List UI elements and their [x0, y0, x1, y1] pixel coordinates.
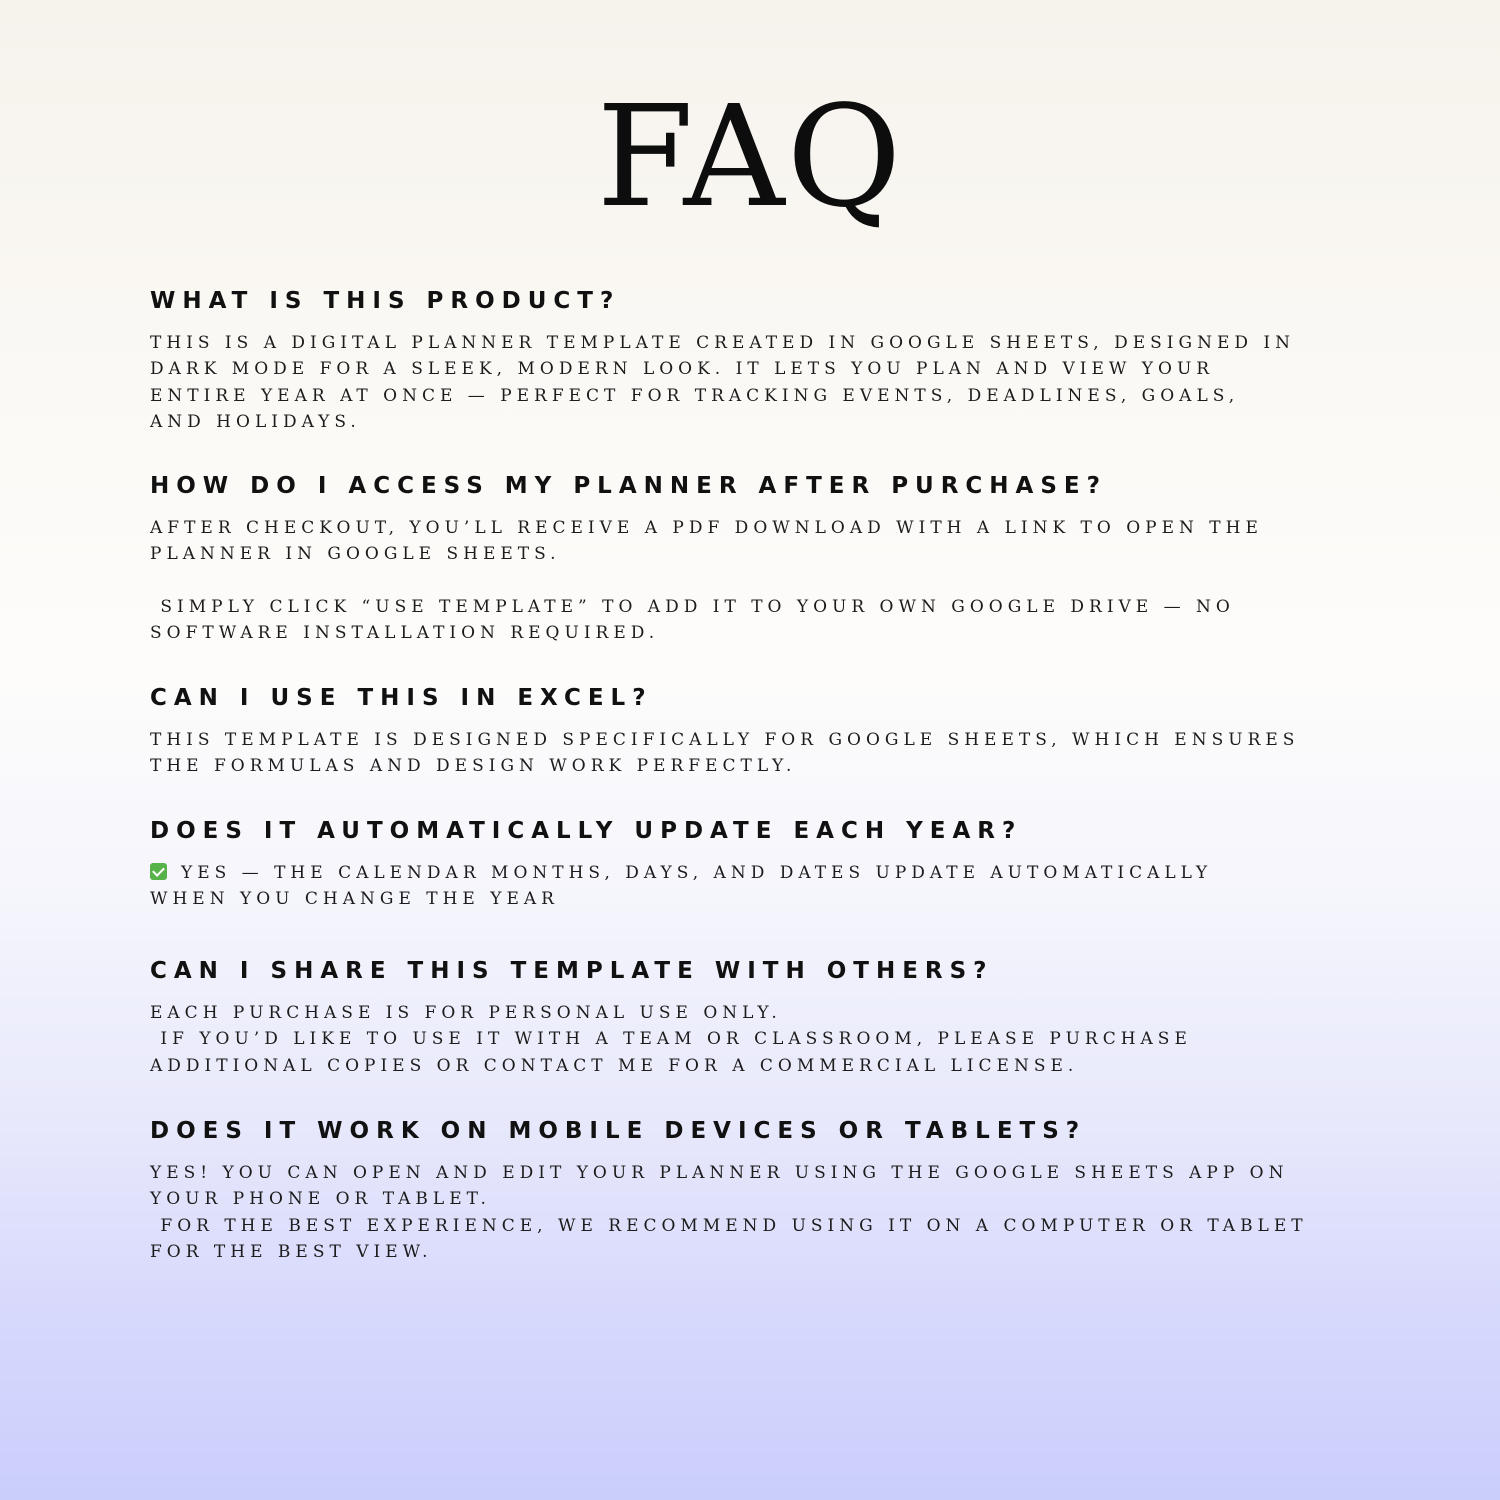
answer-line: DARK MODE FOR A SLEEK, MODERN LOOK. IT LETS YOU PLAN AND VIEW YOUR — [150, 359, 1215, 380]
faq-question: CAN I SHARE THIS TEMPLATE WITH OTHERS? — [150, 958, 994, 984]
faq-question: DOES IT AUTOMATICALLY UPDATE EACH YEAR? — [150, 818, 1023, 844]
faq-item-what-is-this-product — [150, 286, 1460, 435]
answer-line: EACH PURCHASE IS FOR PERSONAL USE ONLY. — [150, 1003, 782, 1023]
faq-answer — [150, 1000, 1460, 1079]
faq-item-excel — [150, 683, 1460, 780]
answer-line: FOR THE BEST EXPERIENCE, WE RECOMMEND USING IT ON A COMPUTER OR TABLET — [150, 1215, 1308, 1236]
faq-answer — [150, 1160, 1460, 1265]
answer-line: YES! YOU CAN OPEN AND EDIT YOUR PLANNER USING THE GOOGLE SHEETS APP ON — [150, 1163, 1289, 1183]
paragraph-gap — [150, 568, 1460, 594]
faq-question: CAN I USE THIS IN EXCEL? — [150, 685, 653, 711]
answer-line: ADDITIONAL COPIES OR CONTACT ME FOR A COMMERCIAL LICENSE. — [150, 1055, 1079, 1076]
answer-line: SOFTWARE INSTALLATION REQUIRED. — [150, 622, 660, 643]
faq-answer — [150, 330, 1460, 435]
faq-answer — [150, 515, 1460, 646]
answer-line: FOR THE BEST VIEW. — [150, 1241, 433, 1262]
answer-line: IF YOU’D LIKE TO USE IT WITH A TEAM OR CLASSROOM, PLEASE PURCHASE — [150, 1029, 1192, 1050]
faq-item-mobile — [150, 1116, 1460, 1265]
faq-item-auto-update — [150, 816, 1460, 913]
faq-answer — [150, 727, 1460, 780]
faq-question: HOW DO I ACCESS MY PLANNER AFTER PURCHASE? — [150, 473, 1107, 499]
answer-line: THIS TEMPLATE IS DESIGNED SPECIFICALLY FOR GOOGLE SHEETS, WHICH ENSURES — [150, 730, 1300, 750]
check-mark-icon — [150, 863, 167, 880]
answer-line: AND HOLIDAYS. — [150, 411, 361, 432]
faq-answer — [150, 860, 1460, 913]
answer-line: ENTIRE YEAR AT ONCE — PERFECT FOR TRACKING EVENTS, DEADLINES, GOALS, — [150, 385, 1240, 406]
answer-line — [150, 860, 1460, 886]
answer-line: PLANNER IN GOOGLE SHEETS. — [150, 544, 561, 565]
answer-line: SIMPLY CLICK “USE TEMPLATE” TO ADD IT TO YOUR OWN GOOGLE DRIVE — NO — [150, 596, 1235, 617]
answer-text: YES — THE CALENDAR MONTHS, DAYS, AND DATES UPDATE AUTOMATICALLY — [181, 863, 1213, 883]
answer-line: THIS IS A DIGITAL PLANNER TEMPLATE CREATED IN GOOGLE SHEETS, DESIGNED IN — [150, 333, 1295, 353]
faq-question: DOES IT WORK ON MOBILE DEVICES OR TABLETS? — [150, 1118, 1087, 1144]
answer-line: YOUR PHONE OR TABLET. — [150, 1189, 491, 1210]
answer-line: WHEN YOU CHANGE THE YEAR — [150, 889, 559, 910]
faq-item-share — [150, 956, 1460, 1079]
answer-line: AFTER CHECKOUT, YOU’LL RECEIVE A PDF DOWNLOAD WITH A LINK TO OPEN THE — [150, 518, 1263, 538]
faq-item-access-planner — [150, 471, 1460, 646]
faq-question: WHAT IS THIS PRODUCT? — [150, 288, 621, 314]
page-title: FAQ — [596, 76, 904, 239]
answer-line: THE FORMULAS AND DESIGN WORK PERFECTLY. — [150, 756, 797, 777]
